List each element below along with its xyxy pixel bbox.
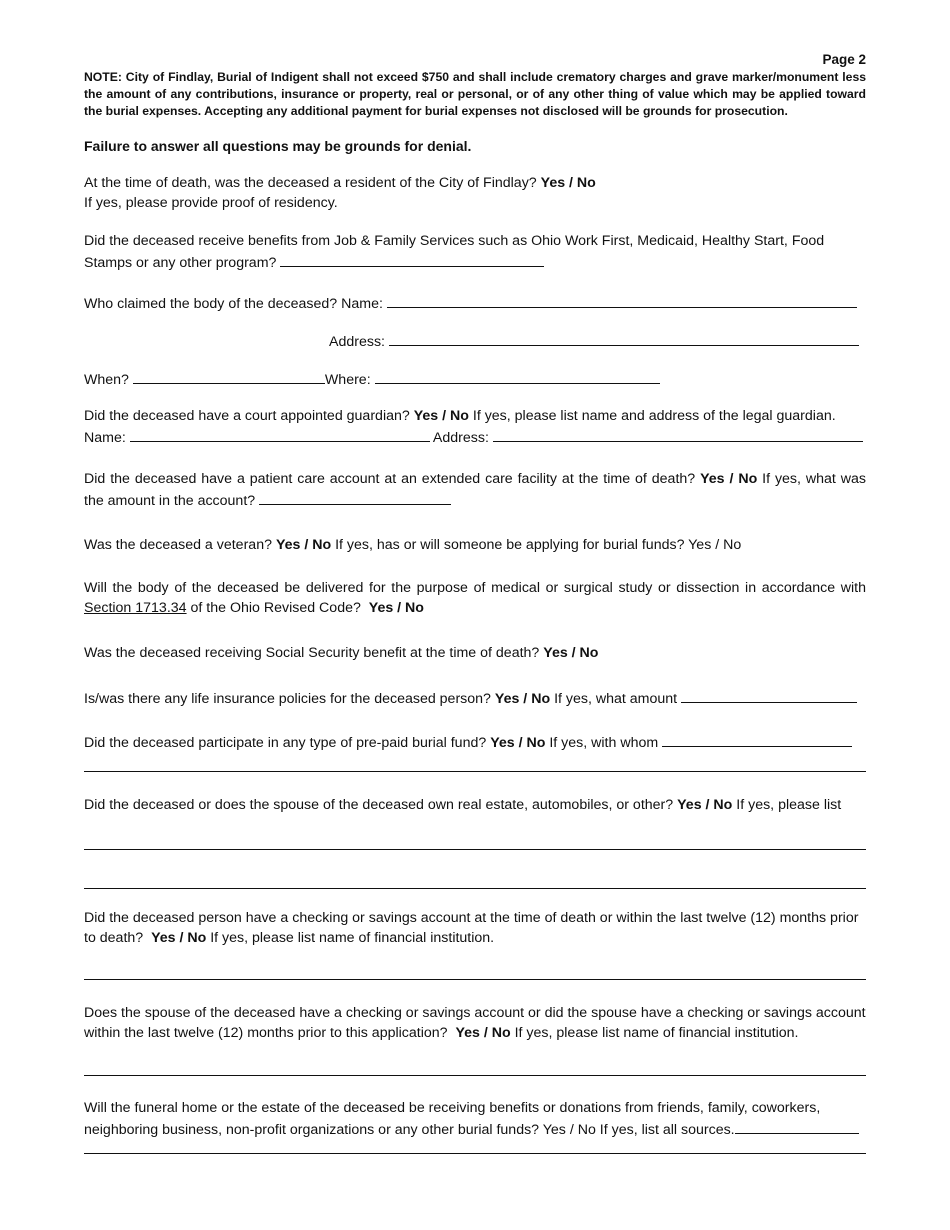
question-benefits: Did the deceased receive benefits from Job & Family Services such as Ohio Work First, Medicaid, Healthy Start, Food Stamps or any other program? bbox=[84, 233, 825, 271]
patient-care-yes-no[interactable]: Yes / No bbox=[700, 471, 758, 487]
patient-care-amount-line[interactable] bbox=[259, 489, 451, 505]
checking-answer-line[interactable] bbox=[84, 979, 866, 980]
social-security-yes-no[interactable]: Yes / No bbox=[543, 645, 599, 661]
life-insurance-yes-no[interactable]: Yes / No bbox=[494, 691, 551, 707]
question-prepaid-burial: Did the deceased participate in any type of pre-paid burial fund? Yes / No If yes, with whom bbox=[84, 731, 866, 753]
failure-warning: Failure to answer all questions may be grounds for denial. bbox=[84, 138, 472, 154]
question-life-insurance: Is/was there any life insurance policies for the deceased person? Yes / No If yes, what amount bbox=[84, 687, 866, 709]
funeral-sources-line-2[interactable] bbox=[84, 1153, 866, 1154]
guardian-address-line[interactable] bbox=[493, 426, 863, 442]
indigent-burial-note: NOTE: City of Findlay, Burial of Indigent shall not exceed $750 and shall include crematory charges and grave marker/monument less the amount of any contributions, insurance or property, real or personal, or of any other thing of value which may be applied toward the burial expenses. Accepting any additional payment for burial expenses not disclosed will be grounds for prosecution. bbox=[84, 70, 866, 118]
claimed-address-row: Address: bbox=[329, 330, 869, 352]
study-yes-no[interactable]: Yes / No bbox=[368, 600, 424, 616]
prepaid-yes-no[interactable]: Yes / No bbox=[490, 735, 546, 751]
claimed-address-line[interactable] bbox=[389, 330, 859, 346]
guardian-name-line[interactable] bbox=[130, 426, 430, 442]
question-veteran: Was the deceased a veteran? Yes / No If yes, has or will someone be applying for burial funds? Yes / No bbox=[84, 537, 742, 553]
veteran-yes-no[interactable]: Yes / No bbox=[275, 537, 332, 553]
question-medical-study: Will the body of the deceased be delivered for the purpose of medical or surgical study or dissection in accordance with Section 1713.34 of the Ohio Revised Code? Yes / No bbox=[84, 580, 866, 616]
checking-yes-no[interactable]: Yes / No bbox=[151, 930, 207, 946]
claimed-name-line[interactable] bbox=[387, 292, 857, 308]
real-estate-answer-line-1[interactable] bbox=[84, 849, 866, 850]
question-claimed-body: Who claimed the body of the deceased? Name: bbox=[84, 292, 866, 314]
guardian-yes-no[interactable]: Yes / No bbox=[413, 408, 469, 424]
question-real-estate: Did the deceased or does the spouse of the deceased own real estate, automobiles, or other? Yes / No If yes, please list bbox=[84, 797, 842, 813]
claimed-when-line[interactable] bbox=[133, 368, 325, 384]
question-spouse-checking: Does the spouse of the deceased have a checking or savings account or did the spouse have a checking or savings account within the last twelve (12) months prior to this application? Yes / No If yes, please list name of financial institution. bbox=[84, 1005, 866, 1041]
prepaid-answer-line-2[interactable] bbox=[84, 771, 866, 772]
real-estate-yes-no[interactable]: Yes / No bbox=[677, 797, 733, 813]
claimed-where-line[interactable] bbox=[375, 368, 660, 384]
resident-yes-no[interactable]: Yes / No bbox=[540, 175, 596, 191]
prepaid-whom-line[interactable] bbox=[662, 731, 852, 747]
question-social-security: Was the deceased receiving Social Security benefit at the time of death? Yes / No bbox=[84, 645, 599, 661]
benefits-answer-line[interactable] bbox=[280, 251, 544, 267]
spouse-checking-yes-no[interactable]: Yes / No bbox=[455, 1025, 511, 1041]
funeral-sources-line[interactable] bbox=[735, 1118, 859, 1134]
claimed-when-where-row: When? Where: bbox=[84, 368, 866, 390]
question-checking-savings: Did the deceased person have a checking or savings account at the time of death or within the last twelve (12) months prior to death? Yes / No If yes, please list name of financial institution. bbox=[84, 910, 859, 946]
question-patient-care: Did the deceased have a patient care account at an extended care facility at the time of death? Yes / No If yes, what was the amount in the account? bbox=[84, 471, 866, 509]
life-insurance-amount-line[interactable] bbox=[681, 687, 857, 703]
section-1713-34-link[interactable]: Section 1713.34 bbox=[84, 600, 187, 616]
question-resident: At the time of death, was the deceased a resident of the City of Findlay? Yes / No If yes, please provide proof of residency. bbox=[84, 175, 596, 211]
real-estate-answer-line-2[interactable] bbox=[84, 888, 866, 889]
question-guardian: Did the deceased have a court appointed guardian? Yes / No If yes, please list name and address of the legal guardian. Name: Address: bbox=[84, 406, 866, 448]
spouse-checking-answer-line[interactable] bbox=[84, 1075, 866, 1076]
question-funeral-home: Will the funeral home or the estate of the deceased be receiving benefits or donations from friends, family, coworkers, neighboring business, non-profit organizations or any other burial funds? Yes / No If yes, list all sources. bbox=[84, 1098, 866, 1140]
page-number: Page 2 bbox=[822, 52, 866, 67]
